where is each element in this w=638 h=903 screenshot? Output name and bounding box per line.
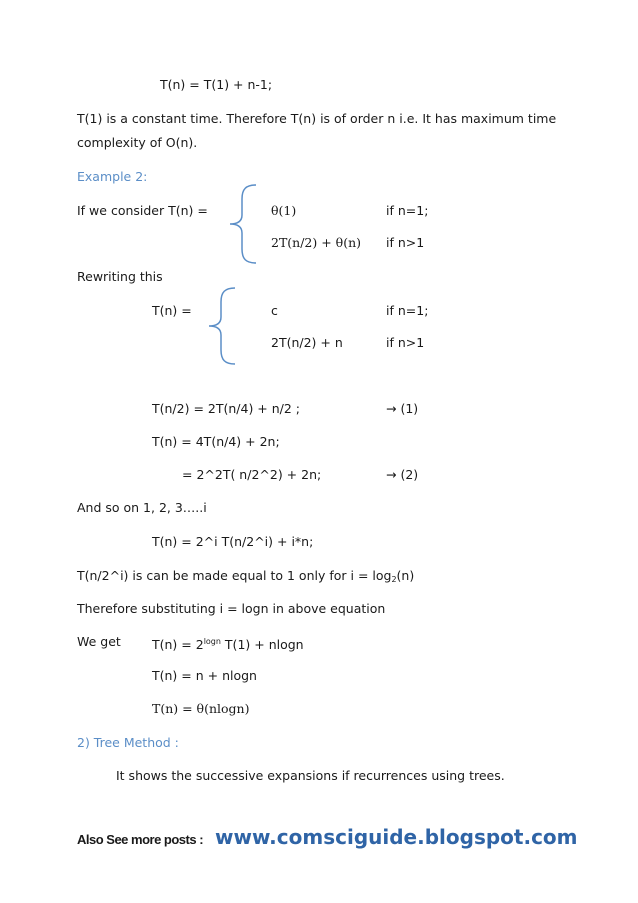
case-cond: if n>1: [386, 235, 425, 250]
text-segment: T(1) + nlogn: [220, 637, 304, 652]
paragraph-line: Therefore substituting i = logn in above equation: [77, 601, 386, 616]
section-heading: 2) Tree Method :: [77, 735, 179, 750]
equation-ref: → (2): [386, 467, 419, 482]
case-cond: if n=1;: [386, 203, 429, 218]
equation: T(n) = n + nlogn: [152, 668, 257, 683]
equation-t-n-const: T(n) = T(1) + n-1;: [160, 77, 273, 92]
case-expr: θ(1): [271, 203, 297, 218]
paragraph-line: T(1) is a constant time. Therefore T(n) is of order n i.e. It has maximum time: [77, 111, 557, 126]
example-heading: Example 2:: [77, 169, 148, 184]
footer-label: Also See more posts :: [77, 832, 204, 847]
paragraph-line: It shows the successive expansions if recurrences using trees.: [116, 768, 505, 783]
case-expr: 2T(n/2) + θ(n): [271, 235, 362, 250]
footer-link[interactable]: www.comsciguide.blogspot.com: [215, 825, 578, 849]
case-expr: 2T(n/2) + n: [271, 335, 343, 350]
left-brace-icon: [207, 286, 237, 366]
rewriting-label: Rewriting this: [77, 269, 163, 284]
text-segment: T(n/2^i) is can be made equal to 1 only for i = log: [77, 568, 392, 583]
paragraph-line: [77, 568, 414, 588]
equation: T(n) = 4T(n/4) + 2n;: [152, 434, 280, 449]
case-cond: if n=1;: [386, 303, 429, 318]
we-get-label: We get: [77, 634, 121, 649]
equation: T(n/2) = 2T(n/4) + n/2 ;: [152, 401, 301, 416]
exponent: logn: [203, 637, 221, 646]
left-brace-icon: [228, 183, 258, 265]
footer: [77, 824, 578, 853]
equation: [152, 634, 304, 653]
consider-label: If we consider T(n) =: [77, 203, 208, 218]
paragraph-line: complexity of O(n).: [77, 135, 198, 150]
tn-label: T(n) =: [152, 303, 192, 318]
log-base: 2: [391, 575, 397, 584]
equation-ref: → (1): [386, 401, 419, 416]
paragraph-line: And so on 1, 2, 3…..i: [77, 500, 207, 515]
text-segment: (n): [396, 568, 415, 583]
equation-result: T(n) = θ(nlogn): [152, 701, 250, 716]
case-cond: if n>1: [386, 335, 425, 350]
case-expr: c: [271, 303, 278, 318]
equation: T(n) = 2^i T(n/2^i) + i*n;: [152, 534, 314, 549]
equation: = 2^2T( n/2^2) + 2n;: [182, 467, 322, 482]
text-segment: T(n) = 2: [152, 637, 204, 652]
